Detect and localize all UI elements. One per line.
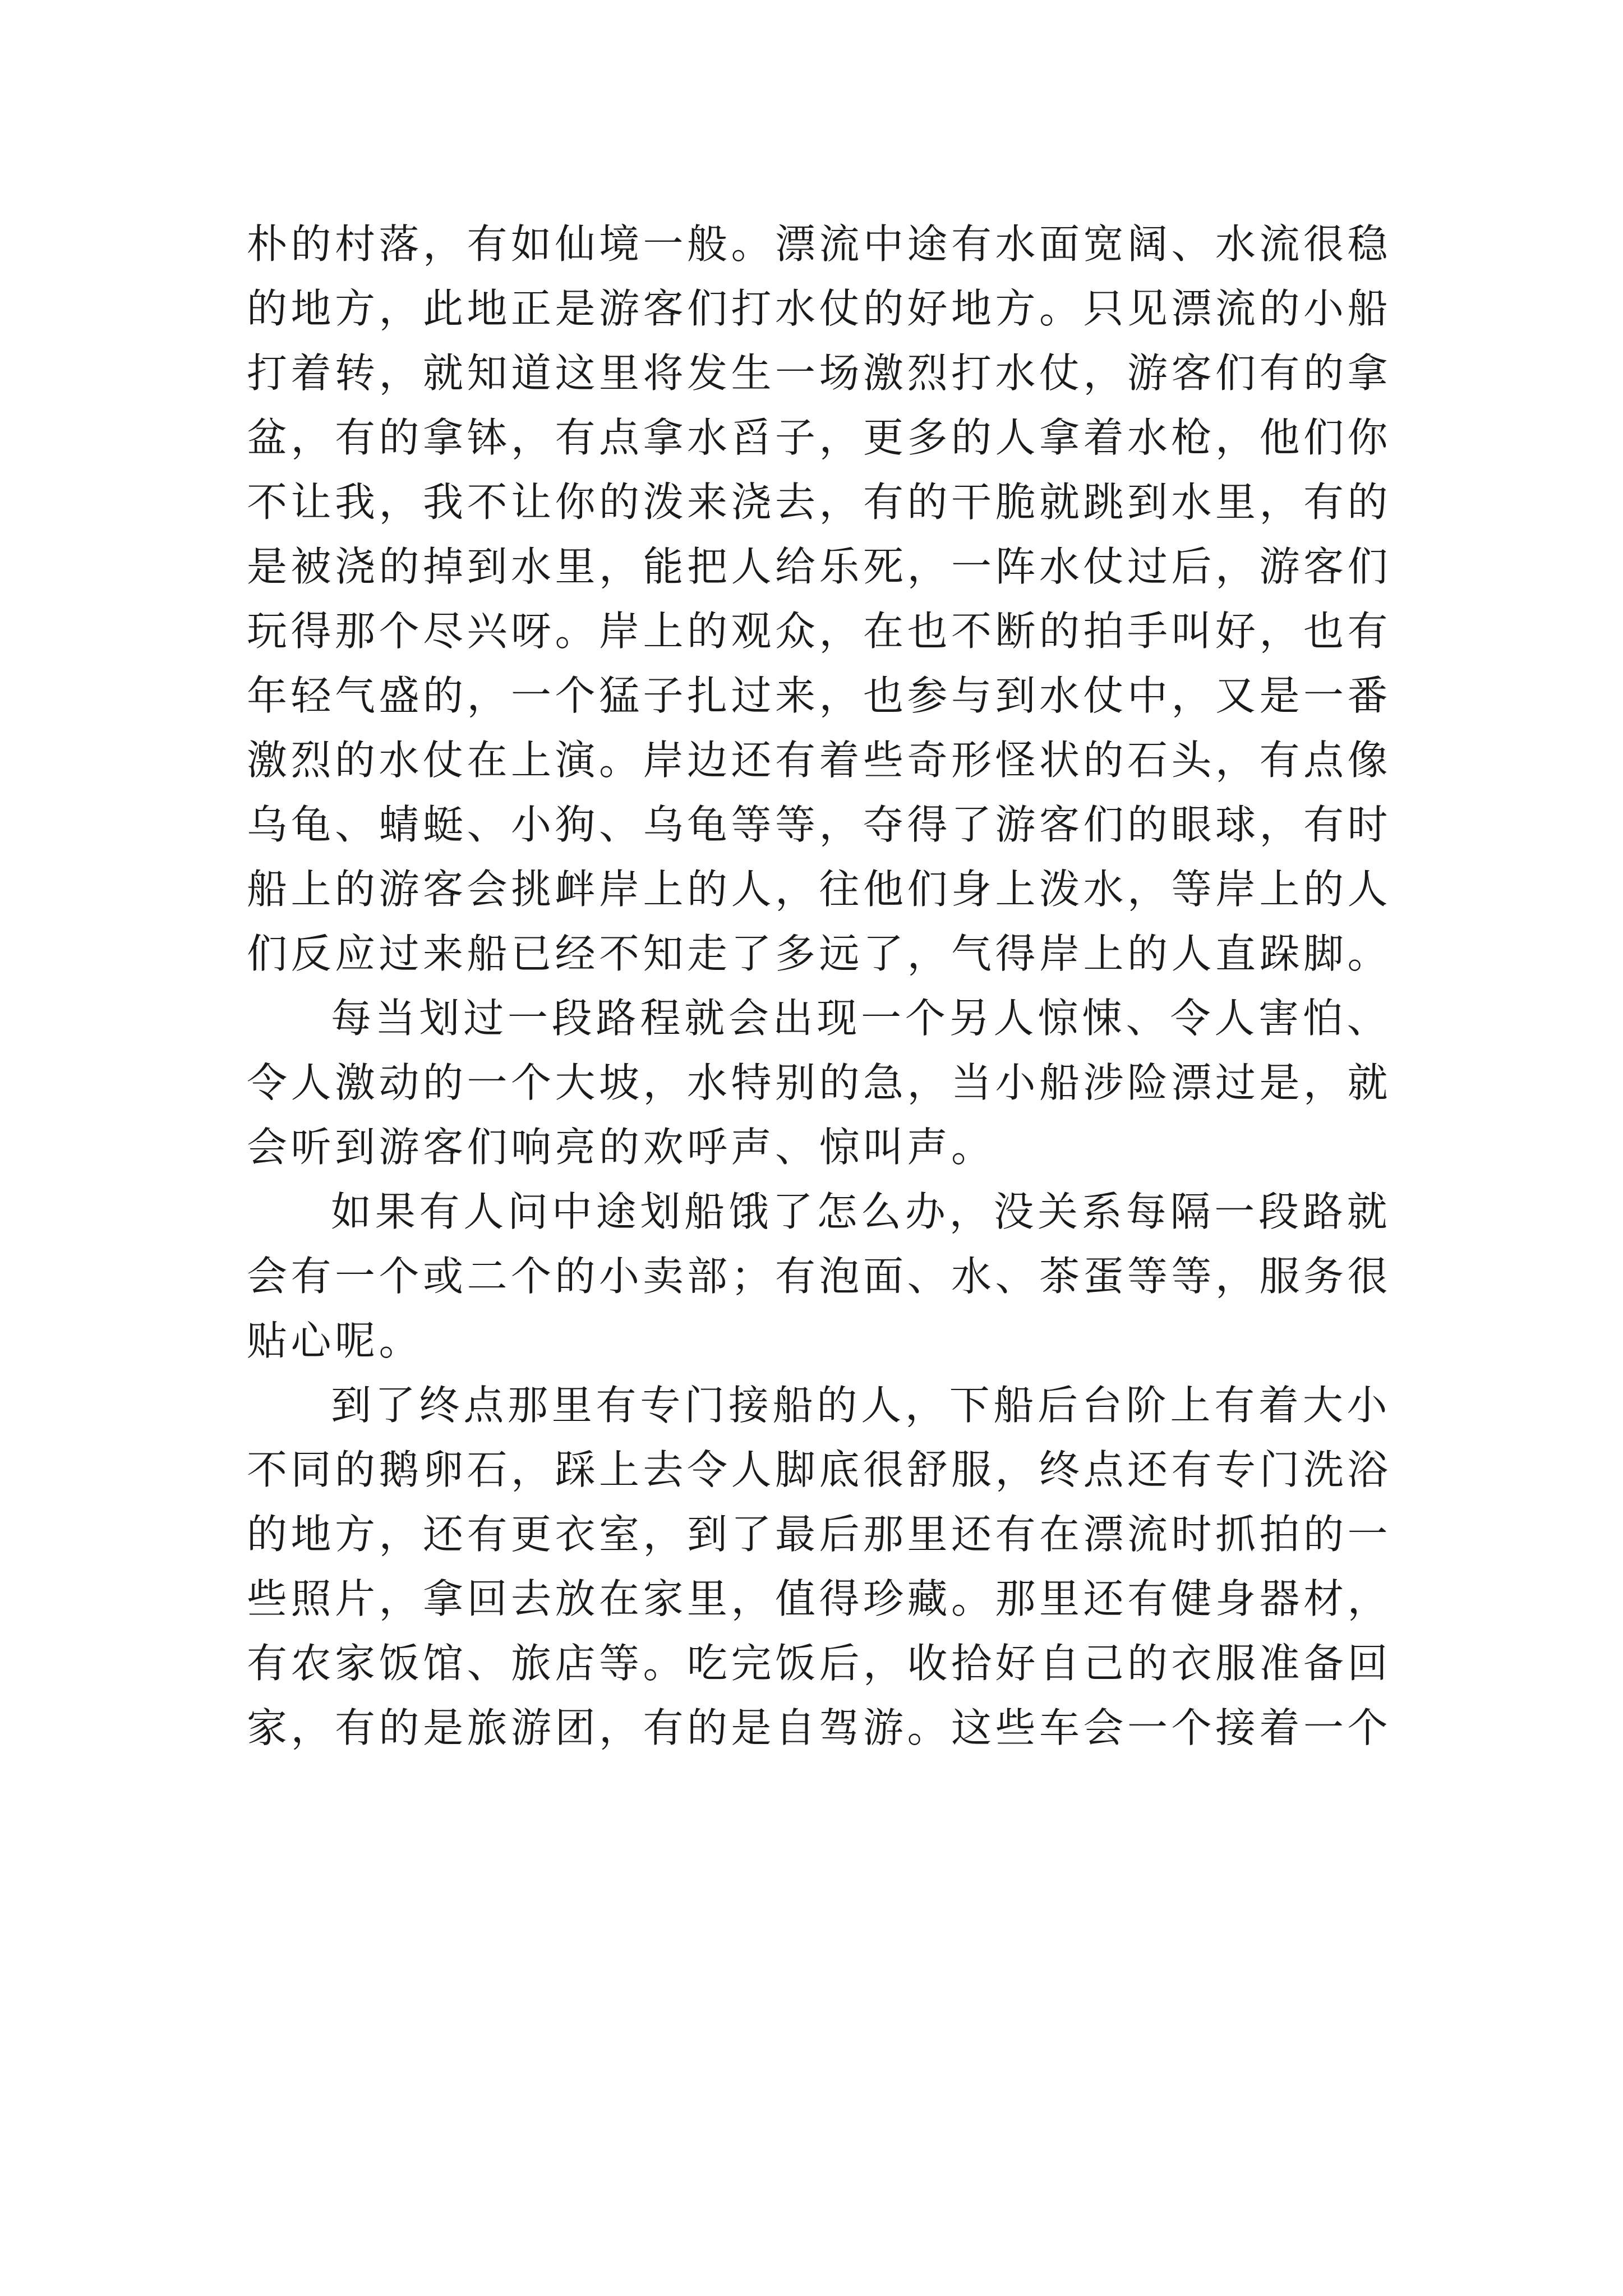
text-line: 些照片，拿回去放在家里，值得珍藏。那里还有健身器材， xyxy=(247,1575,1392,1622)
text-line: 打着转，就知道这里将发生一场激烈打水仗，游客们有的拿 xyxy=(247,349,1392,397)
text-line: 不让我，我不让你的泼来浇去，有的干脆就跳到水里，有的 xyxy=(247,478,1392,526)
text-line: 船上的游客会挑衅岸上的人，往他们身上泼水，等岸上的人 xyxy=(247,866,1392,913)
text-line: 的地方，还有更衣室，到了最后那里还有在漂流时抓拍的一 xyxy=(247,1511,1392,1558)
text-line: 家，有的是旅游团，有的是自驾游。这些车会一个接着一个 xyxy=(247,1704,1392,1751)
text-line: 令人激动的一个大坡，水特别的急，当小船涉险漂过是，就 xyxy=(247,1059,1392,1106)
text-line: 有农家饭馆、旅店等。吃完饭后，收拾好自己的衣服准备回 xyxy=(247,1640,1392,1687)
paragraph-last-line: 贴心呢。 xyxy=(247,1317,423,1364)
paragraph-first-line: 每当划过一段路程就会出现一个另人惊悚、令人害怕、 xyxy=(331,995,1391,1042)
text-line: 不同的鹅卵石，踩上去令人脚底很舒服，终点还有专门洗浴 xyxy=(247,1446,1392,1493)
text-line: 们反应过来船已经不知走了多远了，气得岸上的人直跺脚。 xyxy=(247,930,1392,977)
text-line: 会有一个或二个的小卖部；有泡面、水、茶蛋等等，服务很 xyxy=(247,1253,1392,1300)
text-line: 盆，有的拿钵，有点拿水舀子，更多的人拿着水枪，他们你 xyxy=(247,414,1392,461)
paragraph-last-line: 会听到游客们响亮的欢呼声、惊叫声。 xyxy=(247,1124,995,1171)
text-line: 年轻气盛的，一个猛子扎过来，也参与到水仗中，又是一番 xyxy=(247,672,1392,719)
text-line: 乌龟、蜻蜓、小狗、乌龟等等，夺得了游客们的眼球，有时 xyxy=(247,801,1392,848)
text-line: 朴的村落，有如仙境一般。漂流中途有水面宽阔、水流很稳 xyxy=(247,220,1392,268)
text-line: 的地方，此地正是游客们打水仗的好地方。只见漂流的小船 xyxy=(247,285,1392,332)
paragraph-first-line: 如果有人问中途划船饿了怎么办，没关系每隔一段路就 xyxy=(331,1188,1391,1235)
text-line: 玩得那个尽兴呀。岸上的观众，在也不断的拍手叫好，也有 xyxy=(247,608,1392,655)
paragraph-first-line: 到了终点那里有专门接船的人，下船后台阶上有着大小 xyxy=(331,1382,1391,1429)
text-line: 激烈的水仗在上演。岸边还有着些奇形怪状的石头，有点像 xyxy=(247,737,1392,784)
text-line: 是被浇的掉到水里，能把人给乐死，一阵水仗过后，游客们 xyxy=(247,543,1392,590)
